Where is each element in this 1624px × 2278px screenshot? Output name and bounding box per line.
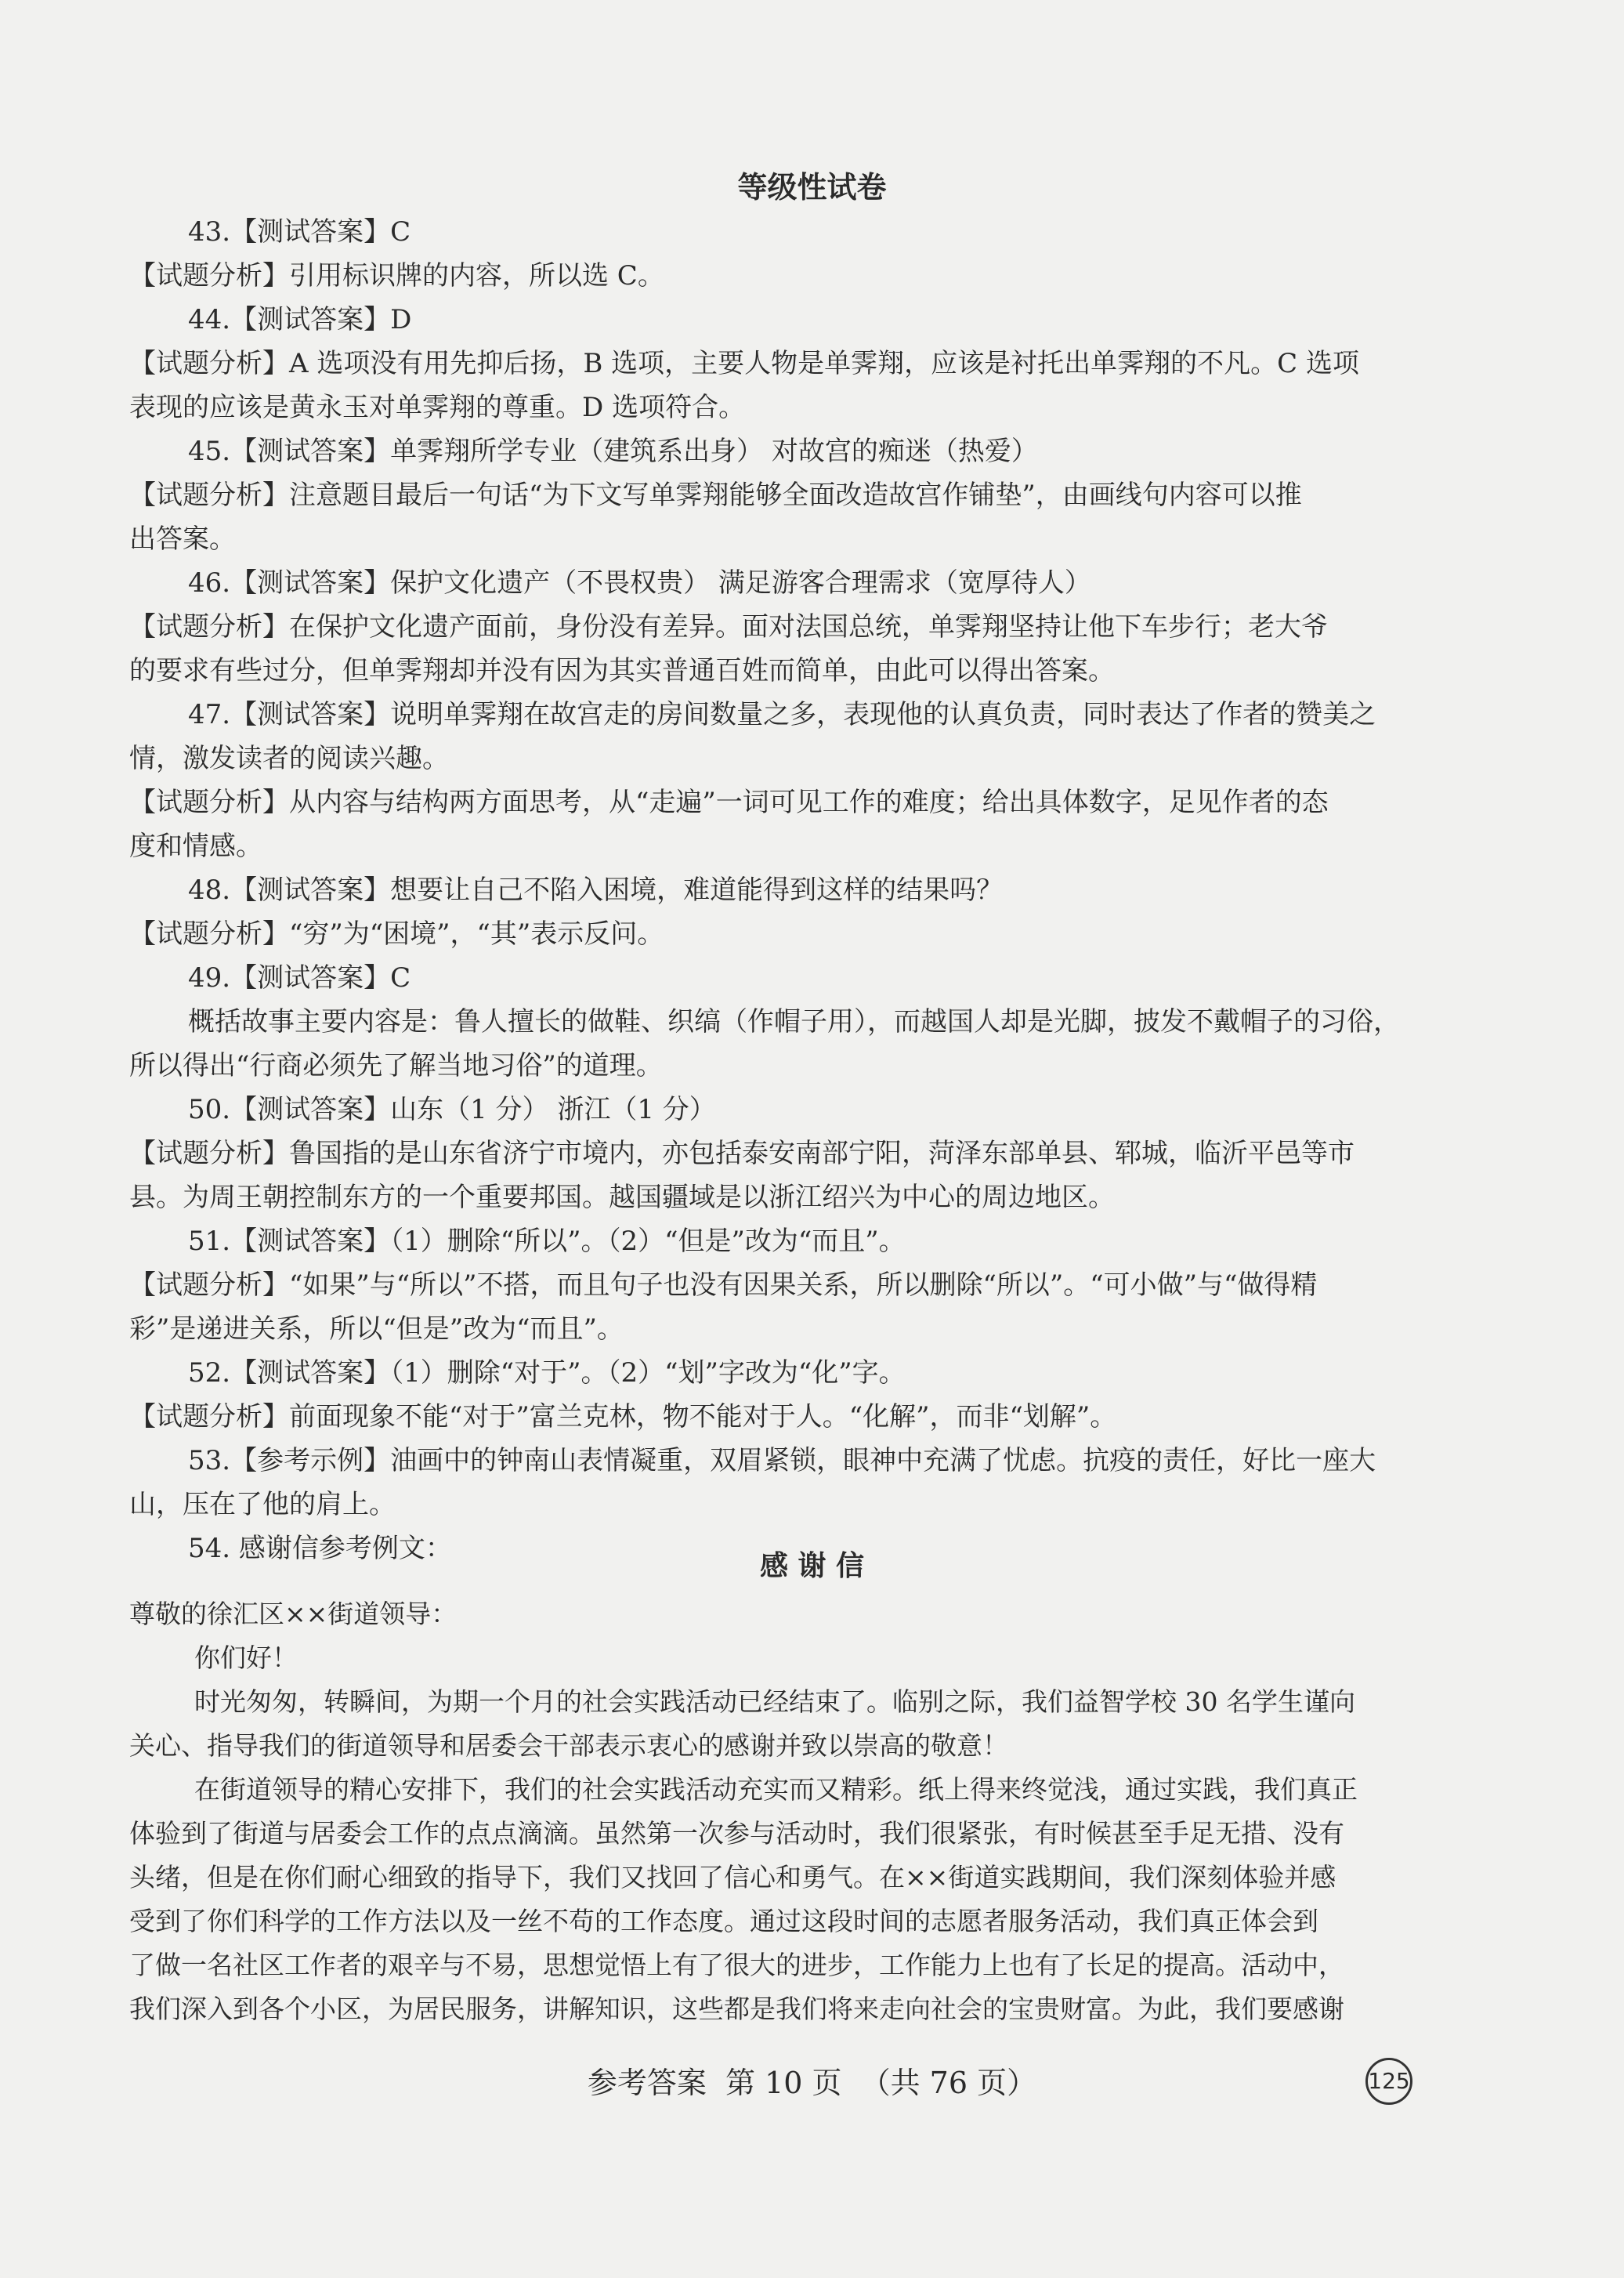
text-line: 情，激发读者的阅读兴趣。 bbox=[129, 743, 449, 774]
text-line: 度和情感。 bbox=[129, 831, 262, 862]
footer-total: （共 76 页） bbox=[860, 2066, 1037, 2100]
text-line: 51.【测试答案】（1）删除“所以”。（2）“但是”改为“而且”。 bbox=[188, 1226, 906, 1257]
text-line: 【试题分析】从内容与结构两方面思考，从“走遍”一词可见工作的难度；给出具体数字，足见作者的态 bbox=[129, 787, 1329, 818]
text-line: 的要求有些过分，但单霁翔却并没有因为其实普通百姓而简单，由此可以得出答案。 bbox=[129, 655, 1115, 686]
text-line: 概括故事主要内容是：鲁人擅长的做鞋、织缟（作帽子用），而越国人却是光脚，披发不戴帽子的习俗， bbox=[188, 1006, 1400, 1038]
letter-line: 体验到了街道与居委会工作的点点滴滴。虽然第一次参与活动时，我们很紧张，有时候甚至手足无措、没有 bbox=[129, 1818, 1344, 1849]
text-line: 【试题分析】鲁国指的是山东省济宁市境内，亦包括泰安南部宁阳，菏泽东部单县、郓城，临沂平邑等市 bbox=[129, 1138, 1355, 1169]
text-line: 【试题分析】在保护文化遗产面前，身份没有差异。面对法国总统，单霁翔坚持让他下车步行；老大爷 bbox=[129, 611, 1328, 643]
text-line: 52.【测试答案】（1）删除“对于”。（2）“划”字改为“化”字。 bbox=[188, 1357, 906, 1389]
letter-line: 你们好！ bbox=[194, 1642, 298, 1673]
text-line: 【试题分析】“穷”为“困境”，“其”表示反问。 bbox=[129, 918, 664, 950]
text-line: 45.【测试答案】单霁翔所学专业（建筑系出身） 对故宫的痴迷（热爱） bbox=[188, 436, 1038, 467]
text-line: 山，压在了他的肩上。 bbox=[129, 1489, 396, 1520]
letter-line: 我们深入到各个小区，为居民服务，讲解知识，这些都是我们将来走向社会的宝贵财富。为此，我们要感谢 bbox=[129, 1994, 1344, 2024]
footer-page: 第 10 页 bbox=[725, 2066, 842, 2100]
letter-line: 受到了你们科学的工作方法以及一丝不苟的工作态度。通过这段时间的志愿者服务活动，我们真正体会到 bbox=[129, 1906, 1318, 1936]
text-line: 44.【测试答案】D bbox=[188, 304, 412, 335]
text-line: 县。为周王朝控制东方的一个重要邦国。越国疆域是以浙江绍兴为中心的周边地区。 bbox=[129, 1182, 1115, 1213]
section-title: 等级性试卷 bbox=[737, 169, 887, 205]
text-line: 43.【测试答案】C bbox=[188, 216, 411, 248]
letter-line: 时光匆匆，转瞬间，为期一个月的社会实践活动已经结束了。临别之际，我们益智学校 30 名学生谨向 bbox=[194, 1686, 1355, 1717]
text-line: 54. 感谢信参考例文： bbox=[188, 1533, 452, 1564]
text-line: 46.【测试答案】保护文化遗产（不畏权贵） 满足游客合理需求（宽厚待人） bbox=[188, 567, 1091, 599]
text-line: 50.【测试答案】山东（1 分） 浙江（1 分） bbox=[188, 1094, 716, 1125]
text-line: 47.【测试答案】说明单霁翔在故宫走的房间数量之多，表现他的认真负责，同时表达了作者的赞美之 bbox=[188, 699, 1376, 730]
footer-label: 参考答案 bbox=[587, 2066, 707, 2100]
text-line: 出答案。 bbox=[129, 523, 236, 555]
text-line: 49.【测试答案】C bbox=[188, 962, 411, 994]
text-line: 彩”是递进关系，所以“但是”改为“而且”。 bbox=[129, 1313, 624, 1345]
letter-line: 在街道领导的精心安排下，我们的社会实践活动充实而又精彩。纸上得来终觉浅，通过实践，我们真正 bbox=[194, 1774, 1358, 1805]
text-line: 53.【参考示例】油画中的钟南山表情凝重，双眉紧锁，眼神中充满了忧虑。抗疫的责任，好比一座大 bbox=[188, 1445, 1376, 1476]
text-line: 表现的应该是黄永玉对单霁翔的尊重。D 选项符合。 bbox=[129, 392, 746, 423]
text-line: 48.【测试答案】想要让自己不陷入困境，难道能得到这样的结果吗？ bbox=[188, 875, 1004, 906]
page-number-badge: 125 bbox=[1365, 2058, 1412, 2105]
letter-line: 头绪，但是在你们耐心细致的指导下，我们又找回了信心和勇气。在××街道实践期间，我们深刻体验并感 bbox=[129, 1862, 1336, 1892]
text-line: 【试题分析】前面现象不能“对于”富兰克林，物不能对于人。“化解”，而非“划解”。 bbox=[129, 1401, 1117, 1432]
letter-line: 了做一名社区工作者的艰辛与不易，思想觉悟上有了很大的进步，工作能力上也有了长足的提高。活动中， bbox=[129, 1950, 1344, 1980]
text-line: 【试题分析】引用标识牌的内容，所以选 C。 bbox=[129, 260, 664, 292]
text-line: 【试题分析】注意题目最后一句话“为下文写单霁翔能够全面改造故宫作铺垫”，由画线句内容可以推 bbox=[129, 480, 1302, 511]
letter-line: 尊敬的徐汇区××街道领导： bbox=[129, 1599, 458, 1629]
text-line: 所以得出“行商必须先了解当地习俗”的道理。 bbox=[129, 1050, 663, 1081]
letter-line: 关心、指导我们的街道领导和居委会干部表示衷心的感谢并致以崇高的敬意！ bbox=[129, 1730, 1008, 1761]
text-line: 【试题分析】A 选项没有用先抑后扬，B 选项，主要人物是单霁翔，应该是衬托出单霁翔的不凡。C 选项 bbox=[129, 348, 1359, 379]
letter-title: 感 谢 信 bbox=[759, 1549, 865, 1582]
text-line: 【试题分析】“如果”与“所以”不搭，而且句子也没有因果关系，所以删除“所以”。“可小做”与“做得精 bbox=[129, 1269, 1318, 1301]
